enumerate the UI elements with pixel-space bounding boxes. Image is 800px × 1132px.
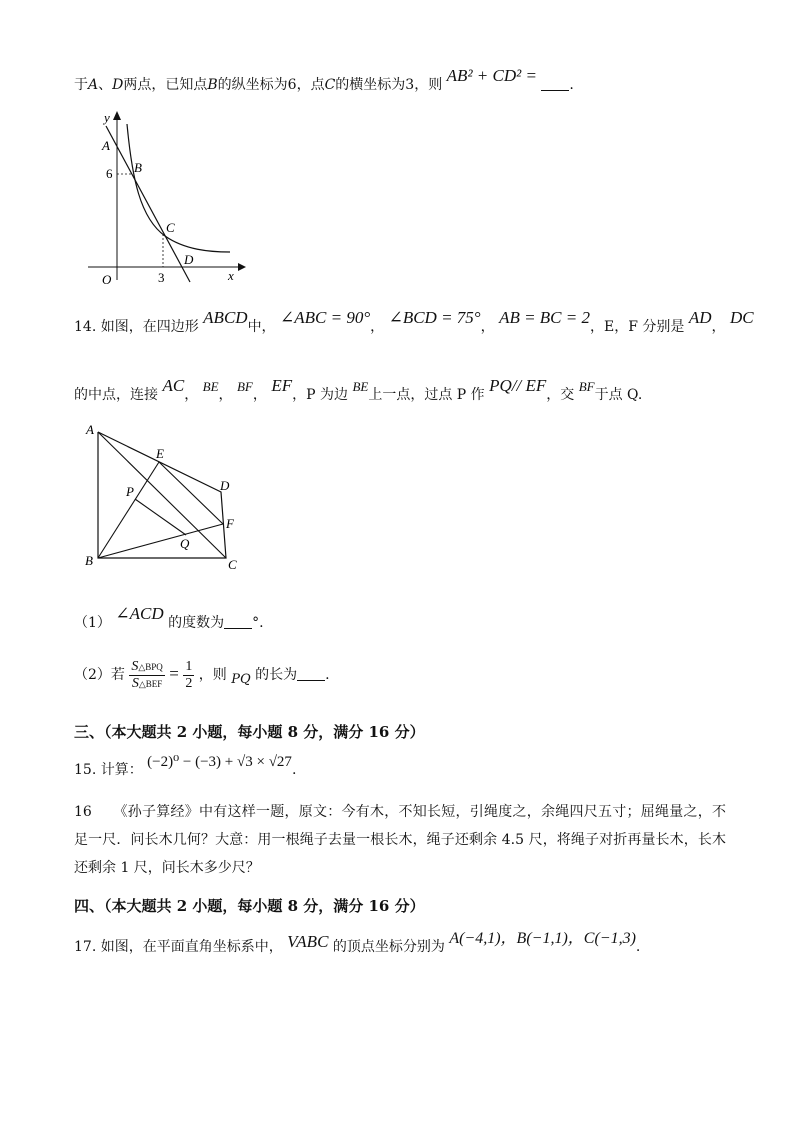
tick-6: 6 <box>106 166 113 181</box>
label-q: Q <box>180 536 190 551</box>
label-e: E <box>156 446 164 461</box>
tick-3: 3 <box>158 270 165 285</box>
q14-sub-1: （1） ∠ACD 的度数为 °. <box>74 604 264 631</box>
y-axis-arrow <box>113 111 121 120</box>
segment-pq <box>135 499 186 535</box>
area-ratio-fraction: $\frac{\text{S△BPQ}}{\text{S△BEF}}$ <box>131 658 163 691</box>
line-ad <box>106 126 190 282</box>
q14-line-1: 14. 如图，在四边形 ABCD中， ∠ABC = 90°， ∠BCD = 75°， AB = BC = 2，E，F 分别是 AD， DC <box>74 308 754 335</box>
label-c: C <box>166 220 175 235</box>
hyperbola-curve <box>127 124 230 252</box>
q15-line: 15. 计算： (−2)⁰ − (−3) + √3 × √27. <box>74 754 297 778</box>
label-b: B <box>85 553 93 568</box>
label-c: C <box>228 557 237 572</box>
label-x: x <box>228 268 234 283</box>
label-b: B <box>134 160 142 175</box>
sub1-answer-blank <box>224 614 252 629</box>
figure-13-graph <box>80 108 250 288</box>
x-axis-arrow <box>238 263 246 271</box>
label-a: A <box>86 422 94 437</box>
label-a: A <box>102 138 110 153</box>
label-f: F <box>226 516 234 531</box>
label-d: D <box>184 252 194 267</box>
label-p: P <box>126 484 134 499</box>
q17-line: 17. 如图，在平面直角坐标系中， VABC 的顶点坐标分别为 A(−4,1)，B(−1,1)，C(−1,3). <box>74 930 641 955</box>
q13-line: 于A、D两点，已知点B的纵坐标为6，点C的横坐标为3，则 AB² + CD² = . <box>74 66 574 93</box>
half-fraction: $\frac{1}{2}$ <box>185 658 193 691</box>
q14-line-2: 的中点，连接 AC， BE， BF， EF，P 为边 BE上一点，过点 P 作 PQ// EF，交 BF于点 Q. <box>74 376 643 403</box>
section-4-heading: 四、（本大题共 2 小题，每小题 8 分，满分 16 分） <box>74 897 425 915</box>
q14-sub-2: （2）若 $\frac{\text{S△BPQ}}{\text{S△BEF}}$ = $\frac{1}{2}$ ，则 PQ 的长为 . <box>74 658 330 691</box>
label-y: y <box>104 110 110 125</box>
section-3-heading: 三、（本大题共 2 小题，每小题 8 分，满分 16 分） <box>74 723 425 741</box>
sub2-answer-blank <box>297 666 325 681</box>
label-d: D <box>220 478 230 493</box>
label-o: O <box>102 272 112 287</box>
q16-paragraph: 16 《孙子算经》中有这样一题，原文：今有木，不知长短，引绳度之，余绳四尺五寸；屈绳量之，不足一尺．问长木几何？大意：用一根绳子去量一根长木，绳子还剩余 4.5 尺，将绳子对折再量长木，长木还剩余 1 尺，问长木多少尺？ <box>74 804 726 876</box>
segment-ef <box>159 462 223 524</box>
figure-14-quadrilateral <box>82 420 252 580</box>
q13-answer-blank <box>541 76 569 91</box>
q13-expression: AB² + CD² = <box>446 66 537 85</box>
